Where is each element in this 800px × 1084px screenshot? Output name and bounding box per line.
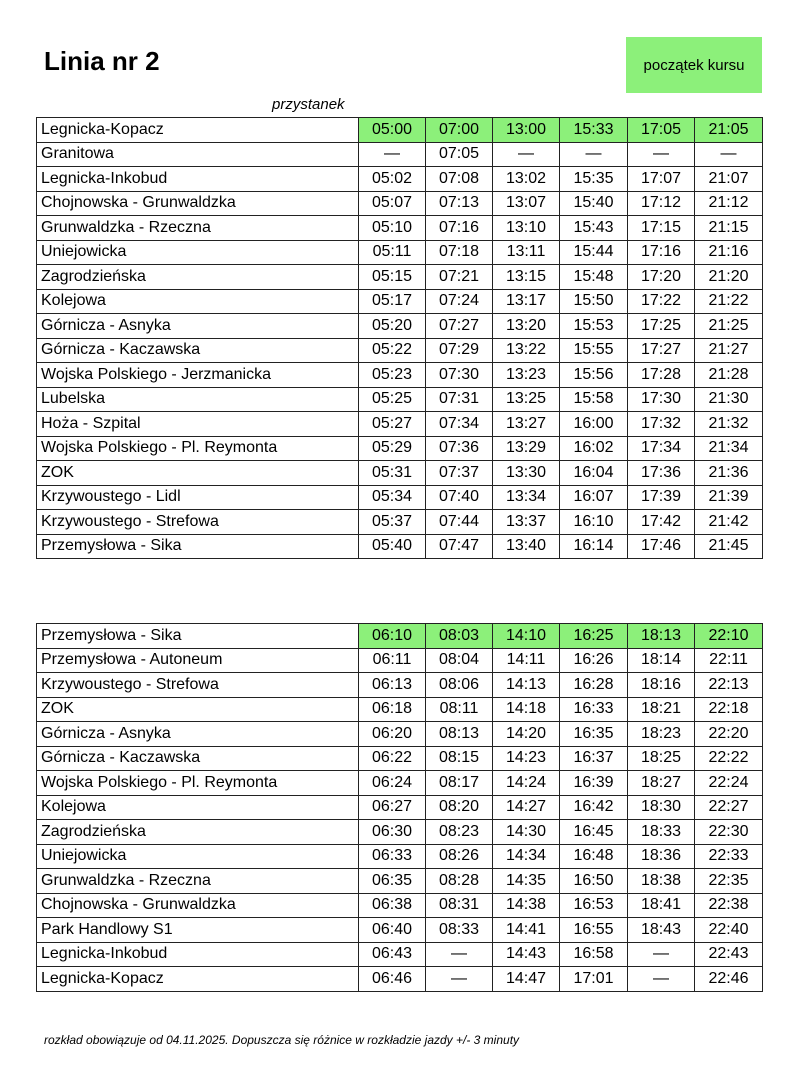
- departure-time-cell: 22:20: [695, 722, 763, 747]
- departure-time-cell: 17:15: [628, 216, 695, 241]
- departure-time-cell: 18:38: [628, 869, 695, 894]
- table-row: [37, 942, 763, 967]
- departure-time-cell: 16:55: [560, 918, 628, 943]
- departure-time-cell: 16:35: [560, 722, 628, 747]
- table-row: [37, 191, 763, 216]
- departure-time-cell: 14:27: [493, 795, 560, 820]
- departure-time-cell: 05:27: [359, 412, 426, 437]
- departure-time-cell: 13:23: [493, 363, 560, 388]
- table-row: [37, 314, 763, 339]
- table-row: [37, 746, 763, 771]
- table-row: [37, 363, 763, 388]
- stop-name-cell: Przemysłowa - Sika: [37, 624, 359, 649]
- departure-time-cell: 13:11: [493, 240, 560, 265]
- departure-time-cell: 16:14: [560, 534, 628, 559]
- stop-name-cell: Chojnowska - Grunwaldzka: [37, 893, 359, 918]
- departure-time-cell: —: [695, 142, 763, 167]
- departure-time-cell: 05:34: [359, 485, 426, 510]
- departure-time-cell: 14:11: [493, 648, 560, 673]
- departure-time-cell: 05:11: [359, 240, 426, 265]
- departure-time-cell: 14:24: [493, 771, 560, 796]
- departure-time-cell: 06:27: [359, 795, 426, 820]
- departure-time-cell: 16:02: [560, 436, 628, 461]
- departure-time-cell: 17:34: [628, 436, 695, 461]
- departure-time-cell: 13:30: [493, 461, 560, 486]
- departure-time-cell: 05:22: [359, 338, 426, 363]
- stop-name-cell: Uniejowicka: [37, 844, 359, 869]
- departure-time-cell: 22:40: [695, 918, 763, 943]
- stop-column-caption: przystanek: [272, 96, 345, 113]
- departure-time-cell: 06:43: [359, 942, 426, 967]
- departure-time-cell: 08:23: [426, 820, 493, 845]
- departure-time-cell: 21:16: [695, 240, 763, 265]
- table-row: [37, 673, 763, 698]
- departure-time-cell: 21:34: [695, 436, 763, 461]
- departure-time-cell: 14:23: [493, 746, 560, 771]
- departure-time-cell: 22:38: [695, 893, 763, 918]
- departure-time-cell: 08:20: [426, 795, 493, 820]
- departure-time-cell: 22:18: [695, 697, 763, 722]
- departure-time-cell: 07:27: [426, 314, 493, 339]
- departure-time-cell: 18:41: [628, 893, 695, 918]
- departure-time-cell: 08:13: [426, 722, 493, 747]
- departure-time-cell: 21:45: [695, 534, 763, 559]
- departure-time-cell: 18:33: [628, 820, 695, 845]
- departure-time-cell: 17:16: [628, 240, 695, 265]
- departure-time-cell: 17:05: [628, 118, 695, 143]
- stop-name-cell: Chojnowska - Grunwaldzka: [37, 191, 359, 216]
- departure-time-cell: 16:53: [560, 893, 628, 918]
- departure-time-cell: 16:25: [560, 624, 628, 649]
- stop-name-cell: Legnicka-Inkobud: [37, 167, 359, 192]
- departure-time-cell: 07:31: [426, 387, 493, 412]
- departure-time-cell: 22:43: [695, 942, 763, 967]
- stop-name-cell: Legnicka-Kopacz: [37, 967, 359, 992]
- departure-time-cell: 14:13: [493, 673, 560, 698]
- departure-time-cell: 08:26: [426, 844, 493, 869]
- departure-time-cell: 21:25: [695, 314, 763, 339]
- departure-time-cell: 16:45: [560, 820, 628, 845]
- departure-time-cell: 07:08: [426, 167, 493, 192]
- timetable-inbound: [36, 623, 763, 992]
- departure-time-cell: 16:07: [560, 485, 628, 510]
- table-row: [37, 387, 763, 412]
- departure-time-cell: 17:01: [560, 967, 628, 992]
- departure-time-cell: 17:30: [628, 387, 695, 412]
- departure-time-cell: 15:50: [560, 289, 628, 314]
- table-row: [37, 510, 763, 535]
- departure-time-cell: 13:29: [493, 436, 560, 461]
- departure-time-cell: 05:10: [359, 216, 426, 241]
- departure-time-cell: 13:02: [493, 167, 560, 192]
- table-row: [37, 436, 763, 461]
- departure-time-cell: 08:17: [426, 771, 493, 796]
- departure-time-cell: 06:18: [359, 697, 426, 722]
- departure-time-cell: 14:41: [493, 918, 560, 943]
- departure-time-cell: 22:30: [695, 820, 763, 845]
- departure-time-cell: 21:22: [695, 289, 763, 314]
- departure-time-cell: 21:15: [695, 216, 763, 241]
- table-row: [37, 534, 763, 559]
- stop-name-cell: Grunwaldzka - Rzeczna: [37, 216, 359, 241]
- departure-time-cell: 05:25: [359, 387, 426, 412]
- stop-name-cell: Uniejowicka: [37, 240, 359, 265]
- table-row: [37, 461, 763, 486]
- departure-time-cell: 21:36: [695, 461, 763, 486]
- departure-time-cell: 13:34: [493, 485, 560, 510]
- departure-time-cell: 21:30: [695, 387, 763, 412]
- departure-time-cell: 18:21: [628, 697, 695, 722]
- departure-time-cell: 15:44: [560, 240, 628, 265]
- departure-time-cell: 22:22: [695, 746, 763, 771]
- departure-time-cell: 16:26: [560, 648, 628, 673]
- departure-time-cell: 08:11: [426, 697, 493, 722]
- stop-name-cell: Lubelska: [37, 387, 359, 412]
- departure-time-cell: 06:40: [359, 918, 426, 943]
- stop-name-cell: Granitowa: [37, 142, 359, 167]
- departure-time-cell: 05:07: [359, 191, 426, 216]
- departure-time-cell: 16:33: [560, 697, 628, 722]
- departure-time-cell: 21:32: [695, 412, 763, 437]
- departure-time-cell: 17:27: [628, 338, 695, 363]
- departure-time-cell: 05:15: [359, 265, 426, 290]
- departure-time-cell: 06:46: [359, 967, 426, 992]
- legend-start-of-route: początek kursu: [626, 37, 762, 93]
- departure-time-cell: 14:34: [493, 844, 560, 869]
- departure-time-cell: 17:20: [628, 265, 695, 290]
- table-row: [37, 167, 763, 192]
- departure-time-cell: 16:28: [560, 673, 628, 698]
- departure-time-cell: 05:23: [359, 363, 426, 388]
- table-row: [37, 771, 763, 796]
- table-row: [37, 412, 763, 437]
- table-row: [37, 648, 763, 673]
- departure-time-cell: —: [426, 942, 493, 967]
- departure-time-cell: 13:10: [493, 216, 560, 241]
- departure-time-cell: 13:27: [493, 412, 560, 437]
- departure-time-cell: 07:00: [426, 118, 493, 143]
- table-row: [37, 265, 763, 290]
- table-row: [37, 697, 763, 722]
- departure-time-cell: 07:47: [426, 534, 493, 559]
- departure-time-cell: 07:13: [426, 191, 493, 216]
- departure-time-cell: 17:32: [628, 412, 695, 437]
- departure-time-cell: 07:21: [426, 265, 493, 290]
- departure-time-cell: 05:37: [359, 510, 426, 535]
- departure-time-cell: 16:10: [560, 510, 628, 535]
- departure-time-cell: 17:36: [628, 461, 695, 486]
- table-row: [37, 216, 763, 241]
- departure-time-cell: 07:37: [426, 461, 493, 486]
- departure-time-cell: 14:10: [493, 624, 560, 649]
- table-row: [37, 967, 763, 992]
- departure-time-cell: 17:22: [628, 289, 695, 314]
- departure-time-cell: 15:35: [560, 167, 628, 192]
- departure-time-cell: 06:13: [359, 673, 426, 698]
- departure-time-cell: 21:05: [695, 118, 763, 143]
- departure-time-cell: 07:24: [426, 289, 493, 314]
- departure-time-cell: 21:39: [695, 485, 763, 510]
- departure-time-cell: 14:35: [493, 869, 560, 894]
- departure-time-cell: 05:17: [359, 289, 426, 314]
- departure-time-cell: —: [493, 142, 560, 167]
- departure-time-cell: 07:34: [426, 412, 493, 437]
- departure-time-cell: 07:36: [426, 436, 493, 461]
- departure-time-cell: 08:04: [426, 648, 493, 673]
- departure-time-cell: 07:29: [426, 338, 493, 363]
- stop-name-cell: Zagrodzieńska: [37, 265, 359, 290]
- table-row: [37, 289, 763, 314]
- stop-name-cell: Wojska Polskiego - Pl. Reymonta: [37, 771, 359, 796]
- footer-note: rozkład obowiązuje od 04.11.2025. Dopuszcza się różnice w rozkładzie jazdy +/- 3 minuty: [44, 1033, 520, 1047]
- departure-time-cell: 08:31: [426, 893, 493, 918]
- departure-time-cell: —: [628, 967, 695, 992]
- departure-time-cell: 22:13: [695, 673, 763, 698]
- departure-time-cell: 13:15: [493, 265, 560, 290]
- stop-name-cell: Hoża - Szpital: [37, 412, 359, 437]
- departure-time-cell: 14:18: [493, 697, 560, 722]
- departure-time-cell: 21:07: [695, 167, 763, 192]
- departure-time-cell: 22:46: [695, 967, 763, 992]
- departure-time-cell: 06:35: [359, 869, 426, 894]
- departure-time-cell: 17:28: [628, 363, 695, 388]
- departure-time-cell: 13:37: [493, 510, 560, 535]
- departure-time-cell: 17:42: [628, 510, 695, 535]
- table-row: [37, 118, 763, 143]
- departure-time-cell: 14:20: [493, 722, 560, 747]
- departure-time-cell: 05:31: [359, 461, 426, 486]
- departure-time-cell: 13:22: [493, 338, 560, 363]
- stop-name-cell: Wojska Polskiego - Jerzmanicka: [37, 363, 359, 388]
- stop-name-cell: Krzywoustego - Lidl: [37, 485, 359, 510]
- stop-name-cell: Krzywoustego - Strefowa: [37, 673, 359, 698]
- table-row: [37, 869, 763, 894]
- departure-time-cell: 14:47: [493, 967, 560, 992]
- departure-time-cell: 18:43: [628, 918, 695, 943]
- departure-time-cell: 07:16: [426, 216, 493, 241]
- departure-time-cell: 07:05: [426, 142, 493, 167]
- stop-name-cell: Przemysłowa - Sika: [37, 534, 359, 559]
- departure-time-cell: 16:58: [560, 942, 628, 967]
- departure-time-cell: 21:28: [695, 363, 763, 388]
- departure-time-cell: 06:20: [359, 722, 426, 747]
- page-title: Linia nr 2: [44, 46, 160, 76]
- departure-time-cell: 06:38: [359, 893, 426, 918]
- stop-name-cell: Zagrodzieńska: [37, 820, 359, 845]
- stop-name-cell: Park Handlowy S1: [37, 918, 359, 943]
- stop-name-cell: Krzywoustego - Strefowa: [37, 510, 359, 535]
- departure-time-cell: 05:00: [359, 118, 426, 143]
- stop-name-cell: Przemysłowa - Autoneum: [37, 648, 359, 673]
- departure-time-cell: 16:04: [560, 461, 628, 486]
- table-row: [37, 893, 763, 918]
- departure-time-cell: 18:23: [628, 722, 695, 747]
- departure-time-cell: 08:15: [426, 746, 493, 771]
- departure-time-cell: 06:33: [359, 844, 426, 869]
- departure-time-cell: 15:40: [560, 191, 628, 216]
- departure-time-cell: 15:33: [560, 118, 628, 143]
- departure-time-cell: 18:36: [628, 844, 695, 869]
- departure-time-cell: 13:20: [493, 314, 560, 339]
- departure-time-cell: 14:43: [493, 942, 560, 967]
- departure-time-cell: 05:40: [359, 534, 426, 559]
- departure-time-cell: 08:03: [426, 624, 493, 649]
- departure-time-cell: 06:10: [359, 624, 426, 649]
- departure-time-cell: 17:07: [628, 167, 695, 192]
- departure-time-cell: —: [426, 967, 493, 992]
- departure-time-cell: 15:53: [560, 314, 628, 339]
- departure-time-cell: 18:16: [628, 673, 695, 698]
- stop-name-cell: Grunwaldzka - Rzeczna: [37, 869, 359, 894]
- departure-time-cell: 16:42: [560, 795, 628, 820]
- departure-time-cell: 08:33: [426, 918, 493, 943]
- stop-name-cell: ZOK: [37, 697, 359, 722]
- departure-time-cell: 17:25: [628, 314, 695, 339]
- departure-time-cell: 06:22: [359, 746, 426, 771]
- departure-time-cell: 16:48: [560, 844, 628, 869]
- departure-time-cell: 07:30: [426, 363, 493, 388]
- departure-time-cell: 22:33: [695, 844, 763, 869]
- departure-time-cell: 13:00: [493, 118, 560, 143]
- stop-name-cell: Górnicza - Kaczawska: [37, 338, 359, 363]
- table-row: [37, 142, 763, 167]
- stop-name-cell: Górnicza - Asnyka: [37, 314, 359, 339]
- departure-time-cell: 05:29: [359, 436, 426, 461]
- departure-time-cell: 08:06: [426, 673, 493, 698]
- stop-name-cell: ZOK: [37, 461, 359, 486]
- table-row: [37, 844, 763, 869]
- stop-name-cell: Górnicza - Asnyka: [37, 722, 359, 747]
- departure-time-cell: 16:39: [560, 771, 628, 796]
- table-row: [37, 918, 763, 943]
- departure-time-cell: 07:18: [426, 240, 493, 265]
- departure-time-cell: —: [560, 142, 628, 167]
- departure-time-cell: 16:00: [560, 412, 628, 437]
- departure-time-cell: 05:02: [359, 167, 426, 192]
- departure-time-cell: —: [628, 942, 695, 967]
- table-row: [37, 795, 763, 820]
- departure-time-cell: 21:12: [695, 191, 763, 216]
- departure-time-cell: 15:56: [560, 363, 628, 388]
- stop-name-cell: Górnicza - Kaczawska: [37, 746, 359, 771]
- departure-time-cell: 06:24: [359, 771, 426, 796]
- departure-time-cell: 22:24: [695, 771, 763, 796]
- departure-time-cell: 15:48: [560, 265, 628, 290]
- departure-time-cell: 14:38: [493, 893, 560, 918]
- departure-time-cell: 22:10: [695, 624, 763, 649]
- departure-time-cell: 16:37: [560, 746, 628, 771]
- departure-time-cell: —: [628, 142, 695, 167]
- departure-time-cell: 07:44: [426, 510, 493, 535]
- departure-time-cell: —: [359, 142, 426, 167]
- departure-time-cell: 05:20: [359, 314, 426, 339]
- table-row: [37, 338, 763, 363]
- stop-name-cell: Kolejowa: [37, 795, 359, 820]
- departure-time-cell: 06:30: [359, 820, 426, 845]
- stop-name-cell: Kolejowa: [37, 289, 359, 314]
- stop-name-cell: Wojska Polskiego - Pl. Reymonta: [37, 436, 359, 461]
- departure-time-cell: 17:46: [628, 534, 695, 559]
- departure-time-cell: 17:39: [628, 485, 695, 510]
- departure-time-cell: 13:17: [493, 289, 560, 314]
- departure-time-cell: 08:28: [426, 869, 493, 894]
- departure-time-cell: 07:40: [426, 485, 493, 510]
- departure-time-cell: 17:12: [628, 191, 695, 216]
- departure-time-cell: 13:07: [493, 191, 560, 216]
- departure-time-cell: 21:42: [695, 510, 763, 535]
- departure-time-cell: 13:25: [493, 387, 560, 412]
- departure-time-cell: 06:11: [359, 648, 426, 673]
- departure-time-cell: 22:11: [695, 648, 763, 673]
- departure-time-cell: 14:30: [493, 820, 560, 845]
- departure-time-cell: 18:13: [628, 624, 695, 649]
- departure-time-cell: 15:55: [560, 338, 628, 363]
- table-row: [37, 820, 763, 845]
- departure-time-cell: 22:27: [695, 795, 763, 820]
- departure-time-cell: 15:58: [560, 387, 628, 412]
- departure-time-cell: 21:27: [695, 338, 763, 363]
- stop-name-cell: Legnicka-Inkobud: [37, 942, 359, 967]
- departure-time-cell: 18:30: [628, 795, 695, 820]
- timetable-outbound: [36, 117, 763, 559]
- stop-name-cell: Legnicka-Kopacz: [37, 118, 359, 143]
- departure-time-cell: 22:35: [695, 869, 763, 894]
- table-row: [37, 624, 763, 649]
- departure-time-cell: 15:43: [560, 216, 628, 241]
- departure-time-cell: 18:25: [628, 746, 695, 771]
- table-row: [37, 722, 763, 747]
- departure-time-cell: 18:14: [628, 648, 695, 673]
- departure-time-cell: 18:27: [628, 771, 695, 796]
- departure-time-cell: 13:40: [493, 534, 560, 559]
- table-row: [37, 240, 763, 265]
- table-row: [37, 485, 763, 510]
- departure-time-cell: 16:50: [560, 869, 628, 894]
- departure-time-cell: 21:20: [695, 265, 763, 290]
